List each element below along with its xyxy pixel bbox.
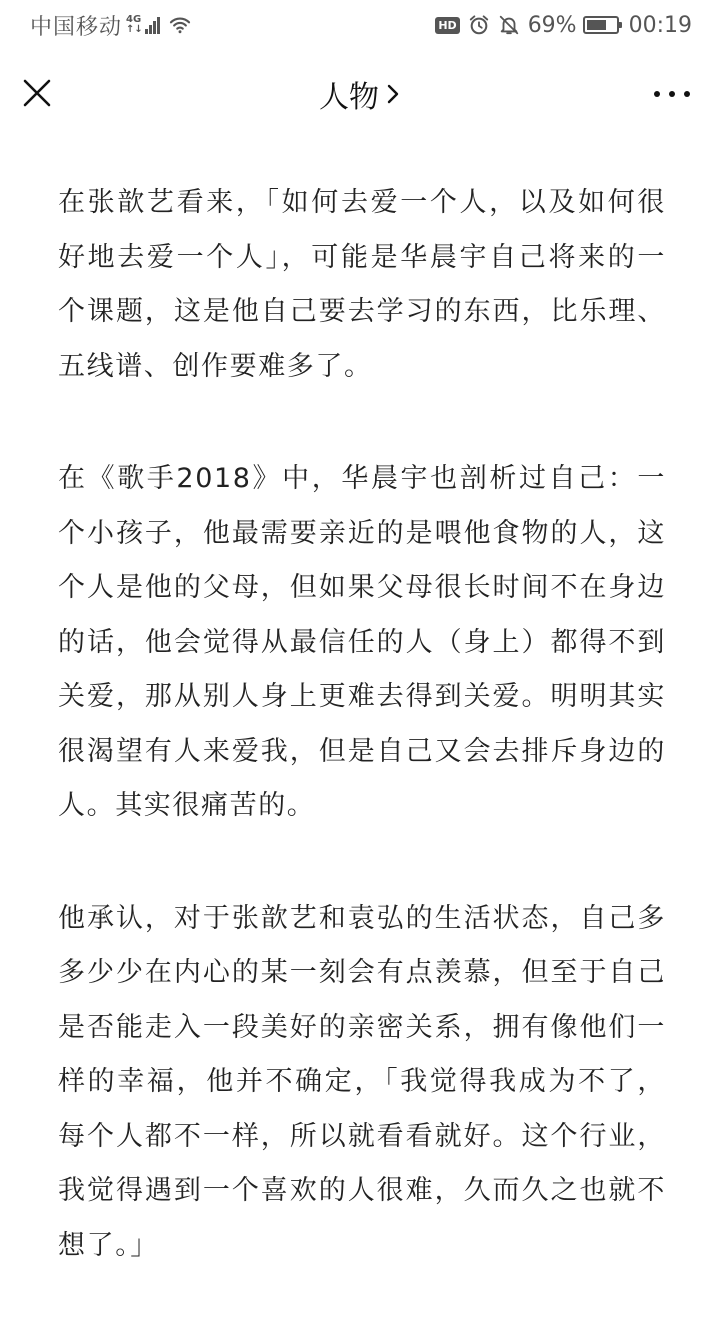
article-paragraph: 他承认，对于张歆艺和袁弘的生活状态，自己多多少少在内心的某一刻会有点羡慕，但至于自己是否能走入一段美好的亲密关系，拥有像他们一样的幸福，他并不确定，「我觉得我成为不了，每个人都不一样，所以就看看就好。这个行业，我觉得遇到一个喜欢的人很难，久而久之也就不想了。」 [58, 902, 666, 1261]
status-left [30, 10, 191, 41]
battery-percent: 69% [527, 12, 577, 38]
battery-fill [587, 20, 606, 30]
article-paragraph: 在《歌手2018》中，华晨宇也剖析过自己：一个小孩子，他最需要亲近的是喂他食物的人，这个人是他的父母，但如果父母很长时间不在身边的话，他会觉得从最信任的人（身上）都得不到关爱，那从别人身上更难去得到关爱。明明其实很渴望有人来爱我，但是自己又会去排斥身边的人。其实很痛苦的。 [58, 463, 666, 821]
article-body [58, 176, 666, 1331]
status-right [435, 13, 692, 38]
network-activity: ↑↓ [126, 24, 143, 35]
status-bar [0, 0, 720, 50]
account-title-link[interactable] [319, 72, 401, 116]
network-type-label: 4G [126, 14, 142, 25]
signal-icon [145, 16, 161, 34]
hd-badge: HD [435, 17, 459, 34]
more-icon[interactable] [654, 86, 690, 102]
alarm-icon [468, 14, 490, 36]
nav-bar [0, 50, 720, 138]
clock-time: 00:19 [628, 12, 692, 38]
carrier-name: 中国移动 [30, 14, 123, 40]
close-icon[interactable] [20, 76, 54, 110]
chevron-right-icon [385, 83, 401, 105]
mute-icon [498, 14, 520, 36]
network-type [126, 15, 143, 35]
article-paragraph: 在张歆艺看来，「如何去爱一个人，以及如何很好地去爱一个人」，可能是华晨宇自己将来的一个课题，这是他自己要去学习的东西，比乐理、五线谱、创作要难多了。 [58, 187, 666, 382]
account-title: 人物 [319, 80, 379, 115]
wifi-icon [169, 16, 191, 34]
battery-icon [583, 16, 619, 34]
